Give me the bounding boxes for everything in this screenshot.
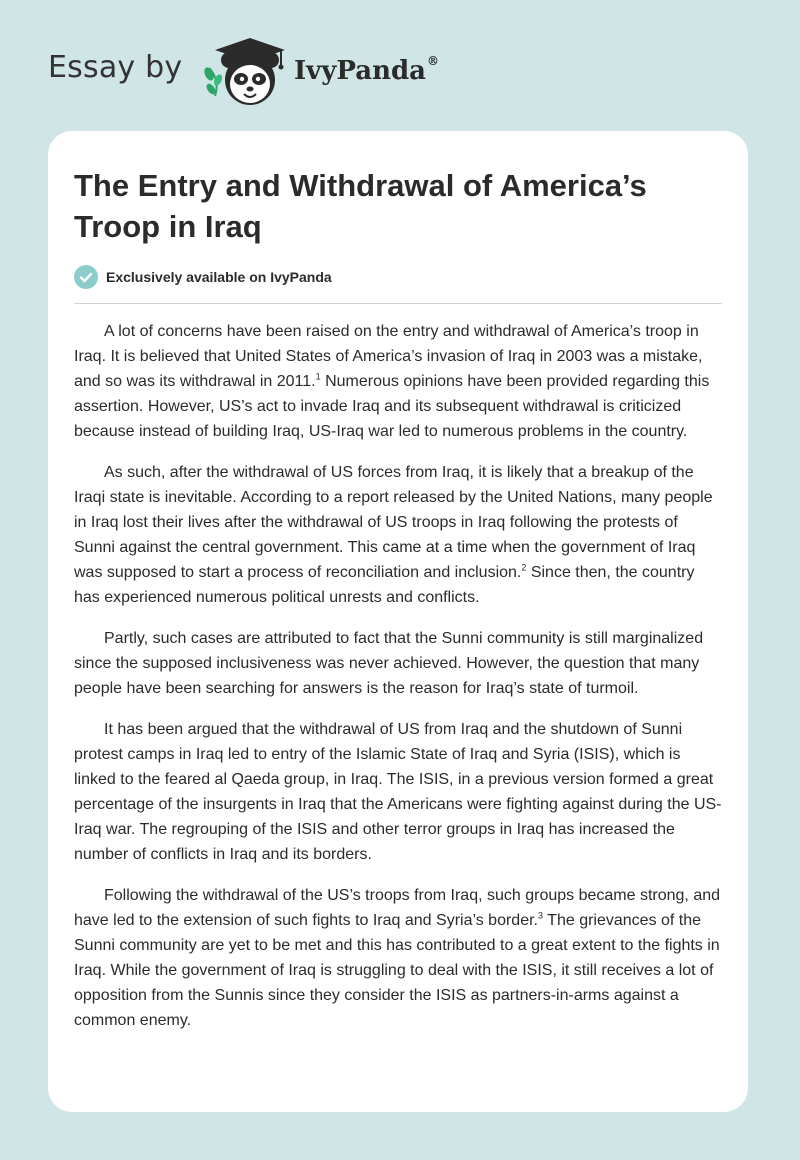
site-header: [48, 34, 748, 110]
check-circle-icon: [74, 265, 98, 289]
brand-name[interactable]: [294, 56, 439, 86]
exclusive-badge-text: Exclusively available on IvyPanda: [106, 269, 332, 285]
essay-title: The Entry and Withdrawal of America’s Troop in Iraq: [74, 168, 647, 244]
paragraph-3: Partly, such cases are attributed to fact that the Sunni community is still marginalized since the supposed inclusiveness was never achieved. However, the question that many people have been searching for answers is the reason for Iraq’s state of turmoil.: [74, 630, 704, 697]
paragraph-5: [74, 883, 722, 1033]
paragraph-4: It has been argued that the withdrawal of US from Iraq and the shutdown of Sunni protest camps in Iraq led to entry of the Islamic State of Iraq and Syria (ISIS), which is linked to the feared al Qaeda group, in Iraq. The ISIS, in a previous version formed a great percentage of the insurgents in Iraq that the Americans were fighting against during the US-Iraq war. The regrouping of the ISIS and other terror groups in Iraq has increased the number of conflicts in Iraq and its borders.: [74, 721, 722, 863]
paragraph-text: Numerous opinions have been provided regarding this assertion. However, US’s act to invade Iraq and its subsequent withdrawal is criticized because instead of building Iraq, US-Iraq war led to numerous problems in the country.: [74, 373, 710, 440]
brand-name-text: IvyPanda: [294, 56, 427, 86]
essay-by-label: Essay by: [48, 50, 183, 85]
paragraph-2: [74, 460, 722, 610]
paragraph-text: As such, after the withdrawal of US forces from Iraq, it is likely that a breakup of the Iraqi state is inevitable. According to a report released by the United Nations, many people in Iraq lost their lives after the withdrawal of US troops in Iraq following the protests of Sunni against the central government. This came at a time when the government of Iraq was supposed to start a process of reconciliation and inclusion.: [74, 464, 713, 581]
footnote-ref-1[interactable]: 1: [315, 371, 321, 382]
essay-card: [48, 131, 748, 1112]
registered-mark: ®: [427, 54, 440, 68]
essay-body: [74, 319, 722, 1049]
panda-graduation-cap-logo-icon[interactable]: [201, 34, 291, 110]
paragraph-text: Since then, the country has experienced numerous political unrests and conflicts.: [74, 564, 695, 606]
footnote-ref-2[interactable]: 2: [521, 562, 527, 573]
divider: [74, 303, 722, 304]
paragraph-text: The grievances of the Sunni community are yet to be met and this has contributed to a great extent to the fights in Iraq. While the government of Iraq is struggling to deal with the ISIS, it still receives a lot of opposition from the Sunnis since they consider the ISIS as partners-in-arms against a common enemy.: [74, 912, 720, 1029]
footnote-ref-3[interactable]: 3: [538, 910, 544, 921]
paragraph-text: A lot of concerns have been raised on the entry and withdrawal of America’s troop in Iraq. It is believed that United States of America’s invasion of Iraq in 2003 was a mistake, and so was its withdrawal in 2011.: [74, 323, 703, 390]
paragraph-1: [74, 319, 722, 444]
paragraph-text: Following the withdrawal of the US’s troops from Iraq, such groups became strong, and have led to the extension of such fights to Iraq and Syria’s border.: [74, 887, 721, 929]
